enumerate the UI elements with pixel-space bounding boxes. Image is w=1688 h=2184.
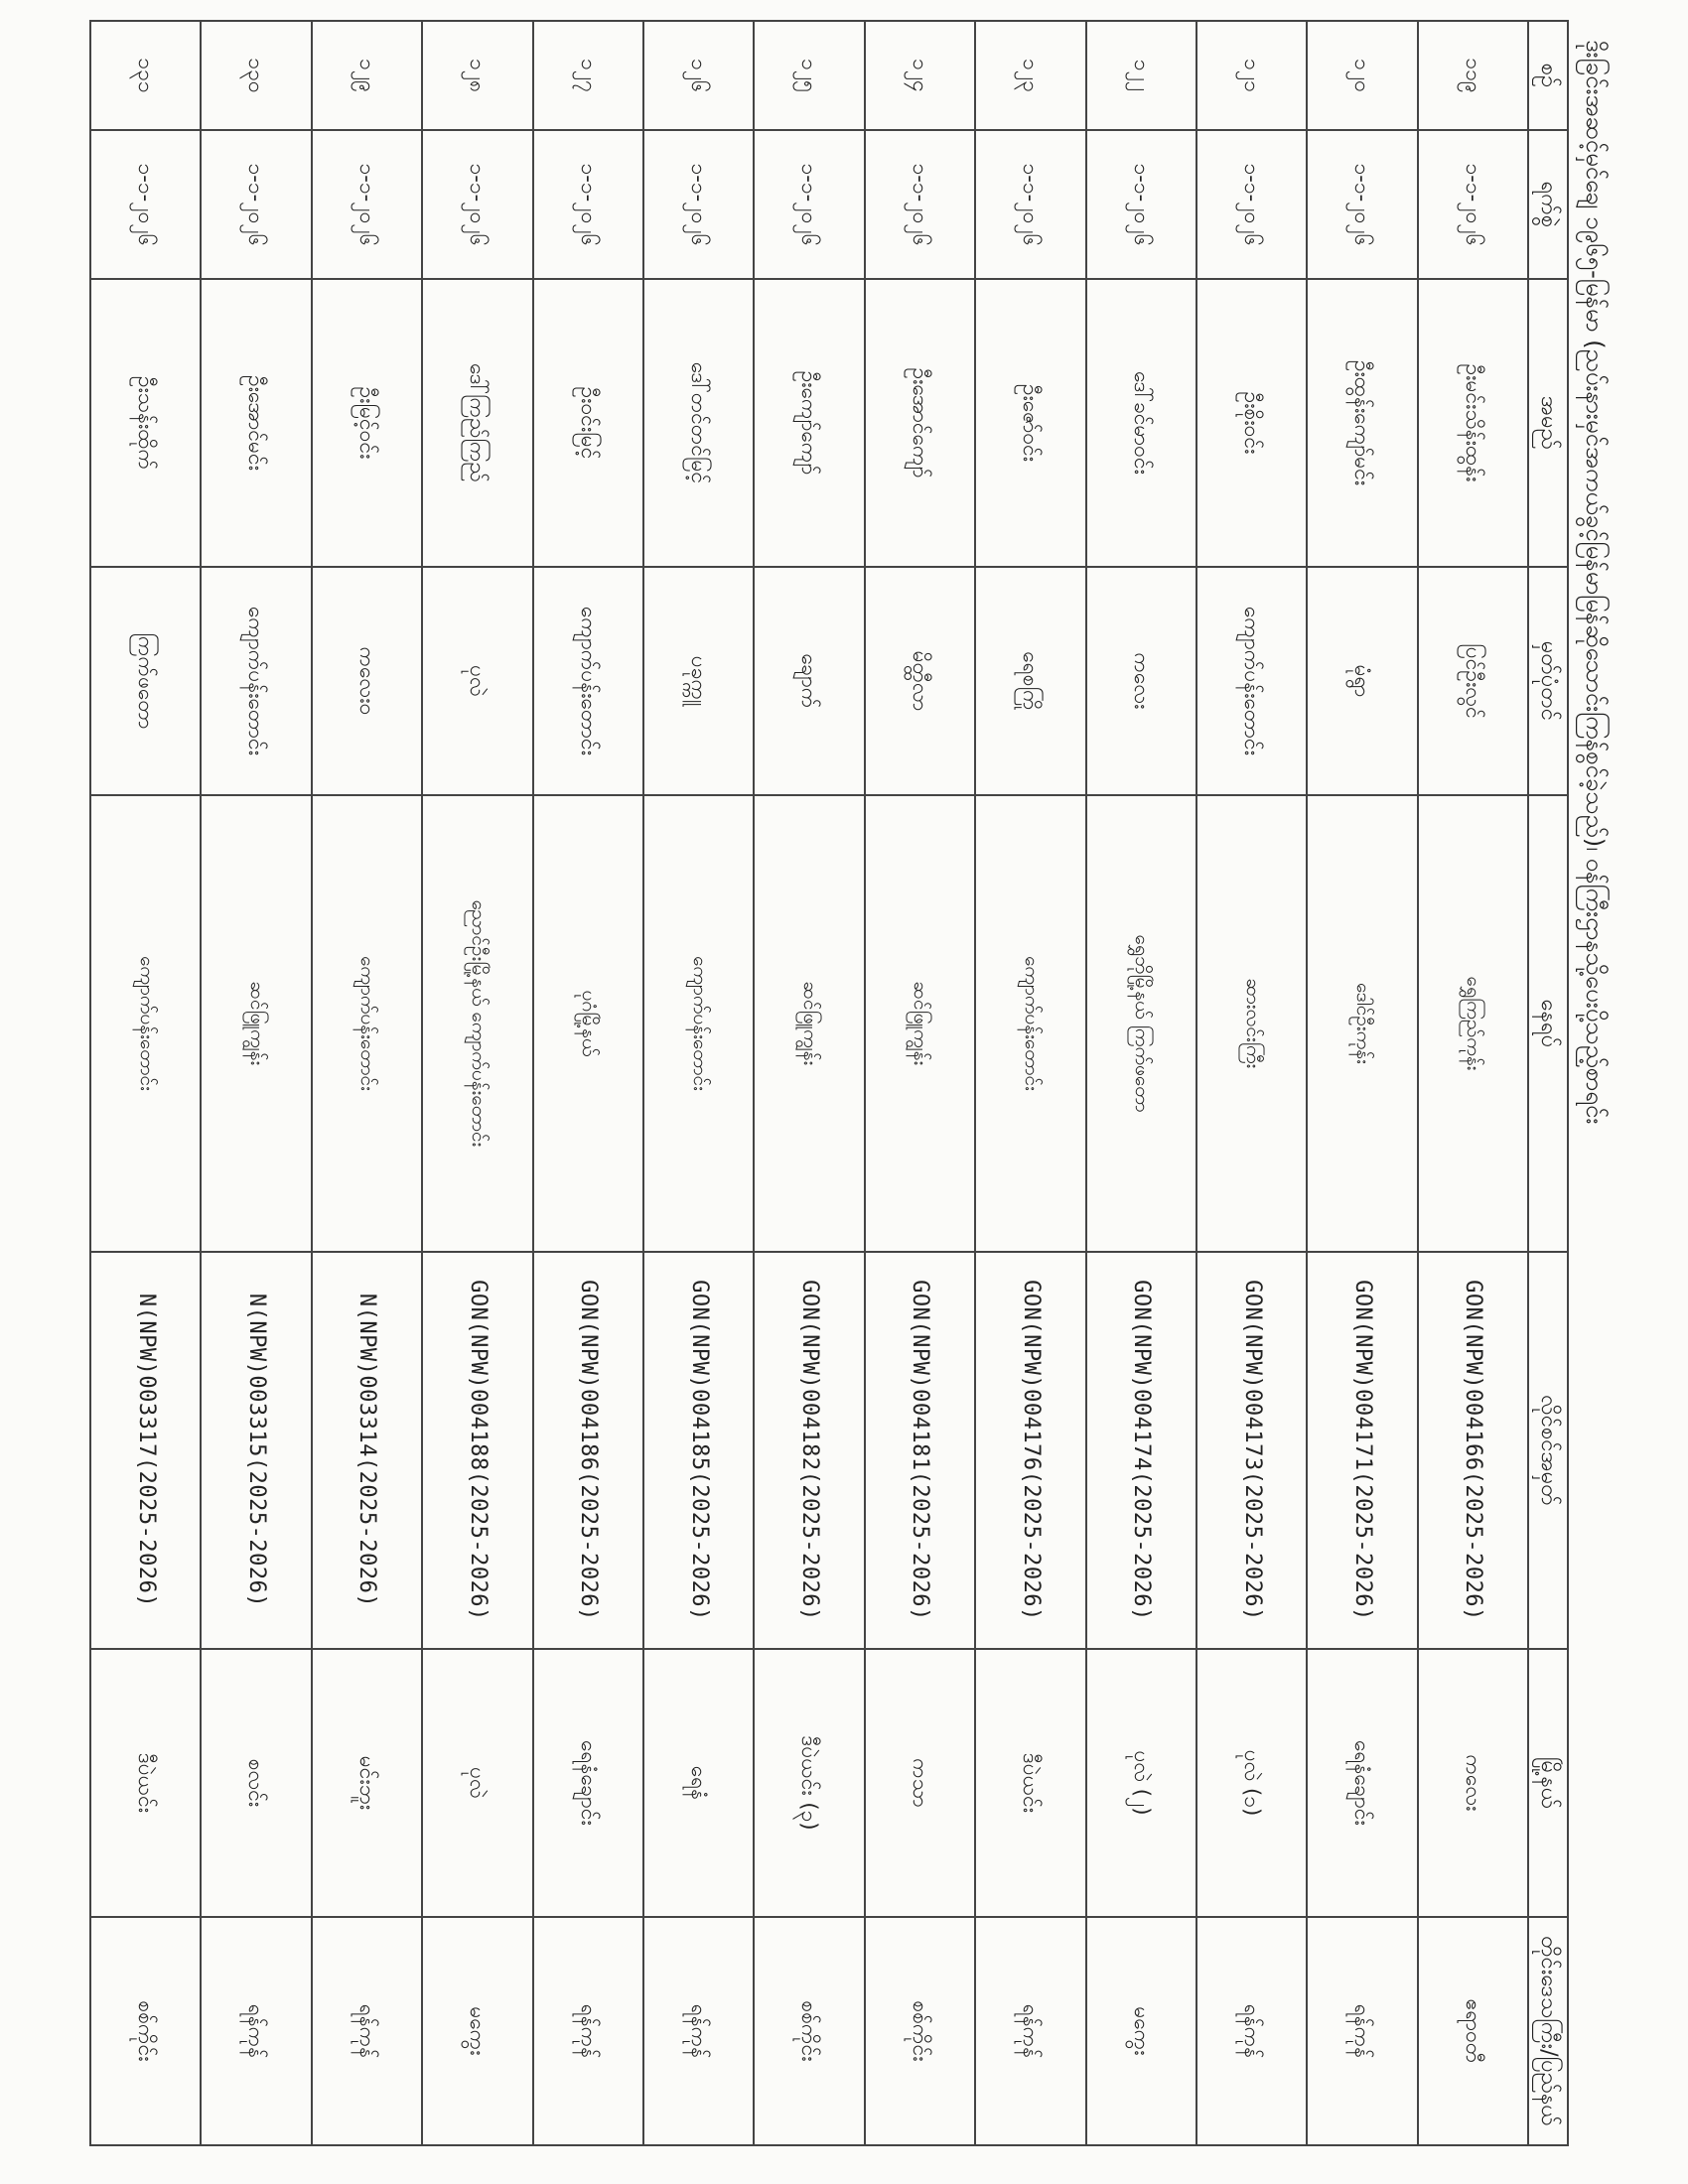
row-date: ၁-၁-၂၀၂၆ <box>754 130 864 279</box>
table-row <box>1308 21 1418 2145</box>
row-township: ကလေး <box>1418 1649 1528 1917</box>
row-address: ဆားလင်းကြီး <box>1196 795 1307 1252</box>
row-name: ဦးအောင်မင်း <box>201 279 311 567</box>
row-nrc: ကလေး <box>1086 567 1196 795</box>
row-license: GON(NPW)004188(2025-2026) <box>422 1252 532 1649</box>
table-row <box>422 21 532 2145</box>
row-township: ပုလဲ (၁) <box>1196 1649 1307 1917</box>
row-license: GON(NPW)00416​6(2025-2026) <box>1418 1252 1528 1649</box>
header-name: အမည် <box>1528 279 1568 567</box>
row-region: ရန်ကုန် <box>533 1917 643 2145</box>
header-township: မြို့နယ် <box>1528 1649 1568 1917</box>
document-title: ဒိုးခြင်းအဆင့်မှင်ချေ ၁၉၆၅-မြန်မာ (ညပ်းနားမှင်အကယ်ခွင့်မြန်မာမြန်ဆိုသောင်းကြန်စွင်ခဲ့သည်)၊ ဝန်ကြီးဌာနသို့ပေးပို့သည့်စာရင်း <box>1581 40 1609 1125</box>
table-row <box>1196 21 1307 2145</box>
row-name: ဦးထွန်းကျော်မင်း <box>1308 279 1418 567</box>
row-license: GON(NPW)004176(2025-2026) <box>975 1252 1085 1649</box>
row-license: N(NPW)003314(2025-2026) <box>312 1252 422 1649</box>
table-row <box>1418 21 1528 2145</box>
row-region: ရန်ကုန် <box>1308 1917 1418 2145</box>
row-date: ၁-၁-၂၀၂၆ <box>1418 130 1528 279</box>
row-name: ဦးကျော်ကျော် <box>754 279 864 567</box>
license-table <box>89 20 1569 2146</box>
header-no: စဉ် <box>1528 21 1568 130</box>
row-nrc: ကျောက်ပန်းတောင်း <box>201 567 311 795</box>
row-date: ၁-၁-၂၀၂၆ <box>312 130 422 279</box>
row-no: ၁၂၆ <box>643 21 754 130</box>
row-township: ရေနံ <box>643 1649 754 1917</box>
row-nrc: ရေစကြို <box>975 567 1085 795</box>
row-address: ဆင်ဖြူကျွန်း <box>754 795 864 1252</box>
row-region: စစ်ကိုင်း <box>754 1917 864 2145</box>
table-row <box>1086 21 1196 2145</box>
row-no: ၁၂၅ <box>754 21 864 130</box>
row-region: မကွေး <box>1086 1917 1196 2145</box>
row-date: ၁-၁-၂၀၂၆ <box>1308 130 1418 279</box>
row-license: GON(NPW)004174(2025-2026) <box>1086 1252 1196 1649</box>
row-nrc: မုံရွာ <box>1308 567 1418 795</box>
header-nrc: မှတ်ပုံတင် <box>1528 567 1568 795</box>
row-region: မကွေး <box>422 1917 532 2145</box>
row-name: ဦးဇော်ဝင်း <box>975 279 1085 567</box>
row-name: ဒေါ်ခင်မာဝင်း <box>1086 279 1196 567</box>
row-region: ရန်ကုန် <box>312 1917 422 2145</box>
row-no: ၁၁၉ <box>1418 21 1528 130</box>
table-row <box>312 21 422 2145</box>
row-region: ရန်ကုန် <box>643 1917 754 2145</box>
header-region: တိုင်းဒေသကြီး/ပြည်နယ် <box>1528 1917 1568 2145</box>
row-nrc: မိတ္ထီလာ <box>865 567 975 795</box>
row-no: ၁၂၀ <box>1308 21 1418 130</box>
row-no: ၁၃၀ <box>201 21 311 130</box>
row-date: ၁-၁-၂၀၂၆ <box>533 130 643 279</box>
row-nrc: ကျောက်ပန်းတောင်း <box>533 567 643 795</box>
row-date: ၁-၁-၂၀၂၆ <box>1196 130 1307 279</box>
row-region: စစ်ကိုင်း <box>865 1917 975 2145</box>
row-nrc: ပခုက္ကူ <box>643 567 754 795</box>
row-address: ကျောက်ပန်းတောင်း <box>975 795 1085 1252</box>
row-region: စစ်ကိုင်း <box>90 1917 201 2145</box>
row-no: ၁၂၂ <box>1086 21 1196 130</box>
row-address: ဆင်ဖြူကျွန်း <box>201 795 311 1252</box>
row-region: ရန်ကုန် <box>1196 1917 1307 2145</box>
row-address: ဒေါင်ဦးကုန်း <box>1308 795 1418 1252</box>
row-no: ၁၃၁ <box>90 21 201 130</box>
table-row <box>90 21 201 2145</box>
row-date: ၁-၁-၂၀၂၆ <box>975 130 1085 279</box>
row-date: ၁-၁-၂၀၂၆ <box>865 130 975 279</box>
table-body <box>90 21 1528 2145</box>
row-nrc: ကလေးဝ <box>312 567 422 795</box>
row-name: ဒေါ်ကြည်ကြည် <box>422 279 532 567</box>
row-nrc: ကျောက်ပန်းတောင်း <box>1196 567 1307 795</box>
row-name: ဦးအောင်ကျော် <box>865 279 975 567</box>
table-row <box>975 21 1085 2145</box>
header-license: လိုင်စင်အမှတ် <box>1528 1252 1568 1649</box>
row-license: GON(NPW)004182(2025-2026) <box>754 1252 864 1649</box>
row-township: ရေနံချောင်း <box>533 1649 643 1917</box>
row-no: ၁၂၄ <box>865 21 975 130</box>
table-row <box>201 21 311 2145</box>
row-license: GON(NPW)004171(2025-2026) <box>1308 1252 1418 1649</box>
table-header-row <box>1528 21 1568 2145</box>
row-date: ၁-၁-၂၀၂၆ <box>422 130 532 279</box>
row-township: မင်းဘူး <box>312 1649 422 1917</box>
row-address: ရွှေကြည်ကုန်း <box>1418 795 1528 1252</box>
row-name: ဒေါ်တင်တင်မြင့် <box>643 279 754 567</box>
row-nrc: ပုလဲ <box>422 567 532 795</box>
row-license: GON(NPW)004173(2025-2026) <box>1196 1252 1307 1649</box>
row-date: ၁-၁-၂၀၂၆ <box>201 130 311 279</box>
row-name: ဦးစိုးဝင်း <box>1196 279 1307 567</box>
table-row <box>643 21 754 2145</box>
row-address: ပုဂံမြို့နယ် <box>533 795 643 1252</box>
row-no: ၁၂၈ <box>422 21 532 130</box>
row-township: ရေနံချောင်း <box>1308 1649 1418 1917</box>
row-nrc: ပြင်ဦးလွင် <box>1418 567 1528 795</box>
row-name: ဦးမြင့်ဝင်း <box>312 279 422 567</box>
row-name: ဦးဝင်းမြင့် <box>533 279 643 567</box>
row-no: ၁၂၉ <box>312 21 422 130</box>
row-no: ၁၂၇ <box>533 21 643 130</box>
row-name: ဦးမင်းသိန်းထွန်း <box>1418 279 1528 567</box>
row-nrc: ကြက်ဖတော <box>90 567 201 795</box>
row-township: ပုလဲ (၂) <box>1086 1649 1196 1917</box>
row-address: ရွှေဘိုမြို့နယ် ကြက်ဖတော <box>1086 795 1196 1252</box>
row-address: ကျောက်ပန်းတောင်း <box>90 795 201 1252</box>
row-address: ဆင်ဖြူကျွန်း <box>865 795 975 1252</box>
row-license: N(NPW)003317(2025-2026) <box>90 1252 201 1649</box>
table-row <box>754 21 864 2145</box>
row-region: ရန်ကုန် <box>975 1917 1085 2145</box>
header-date: ရက်စွဲ <box>1528 130 1568 279</box>
row-license: GON(NPW)004181(2025-2026) <box>865 1252 975 1649</box>
row-address: ကျောက်ပန်းတောင်း <box>312 795 422 1252</box>
row-license: N(NPW)003315(2025-2026) <box>201 1252 311 1649</box>
row-township: စလင်း <box>201 1649 311 1917</box>
row-license: GON(NPW)004186(2025-2026) <box>533 1252 643 1649</box>
row-address: ညောင်ဦးမြို့နယ် ကျောက်ပန်းတောင်း <box>422 795 532 1252</box>
table-row <box>865 21 975 2145</box>
row-township: ဒီပဲယင်း (၃) <box>754 1649 864 1917</box>
row-no: ၁၂၁ <box>1196 21 1307 130</box>
row-township: ကသာ <box>865 1649 975 1917</box>
row-date: ၁-၁-၂၀၂၆ <box>643 130 754 279</box>
row-name: ဦးသန်းထိုက် <box>90 279 201 567</box>
row-date: ၁-၁-၂၀၂၆ <box>90 130 201 279</box>
row-township: ဒီပဲယင်း <box>90 1649 201 1917</box>
row-township: ပုလဲ <box>422 1649 532 1917</box>
row-township: ဒီပဲယင်း <box>975 1649 1085 1917</box>
rotated-table-container <box>89 20 1569 2144</box>
row-no: ၁၂၃ <box>975 21 1085 130</box>
row-nrc: ချောက် <box>754 567 864 795</box>
table-row <box>533 21 643 2145</box>
row-region: ရန်ကုန် <box>201 1917 311 2145</box>
row-address: ကျောက်ပန်းတောင်း <box>643 795 754 1252</box>
row-date: ၁-၁-၂၀၂၆ <box>1086 130 1196 279</box>
row-license: GON(NPW)004185(2025-2026) <box>643 1252 754 1649</box>
row-region: ဧရာဝတီ <box>1418 1917 1528 2145</box>
header-address: နေရပ် <box>1528 795 1568 1252</box>
